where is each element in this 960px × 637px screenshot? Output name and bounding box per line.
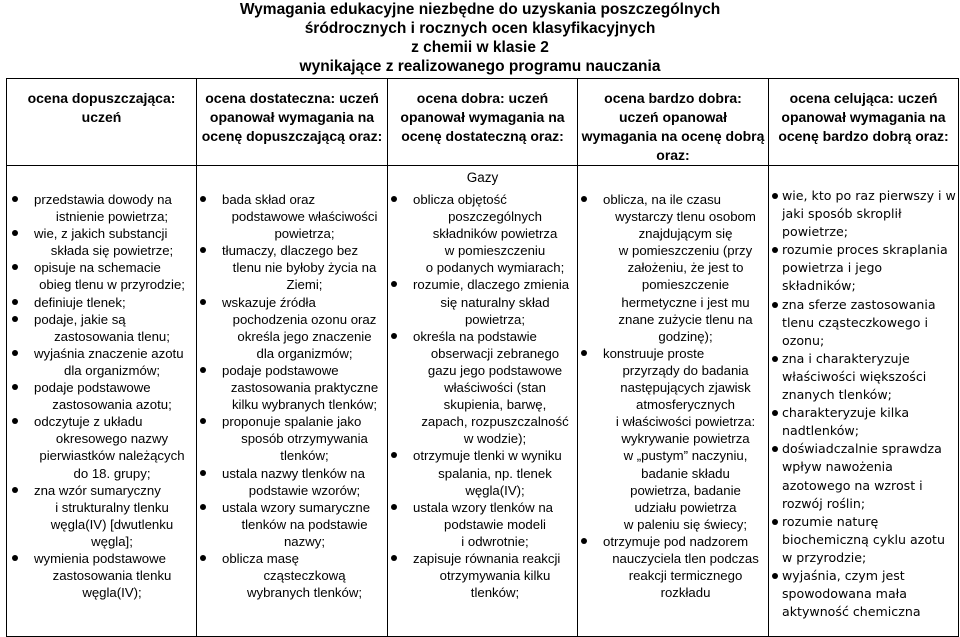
item-line: podaje podstawowe bbox=[222, 362, 339, 378]
item-line: powietrza; bbox=[464, 311, 526, 327]
item-line: znane zużycie tlenu na bbox=[618, 311, 753, 327]
item-line: wystarczy tlenu osobom bbox=[615, 209, 756, 225]
item-line: wybranych tlenków; bbox=[246, 585, 363, 601]
item-line: wskazuje źródła bbox=[222, 294, 316, 310]
header-line: opanował wymagania na bbox=[209, 109, 375, 125]
item-line: konstruuje proste bbox=[603, 345, 705, 361]
list-item bbox=[388, 191, 577, 276]
header-line: opanował wymagania na bbox=[400, 109, 565, 125]
item-line: się naturalny skład bbox=[440, 294, 550, 310]
item-line: dla organizmów; bbox=[256, 345, 353, 361]
item-line: w wodzie); bbox=[463, 431, 527, 447]
title-line: z chemii w klasie 2 bbox=[411, 39, 549, 56]
item-line: nauczyciela tlen podczas bbox=[612, 550, 759, 566]
header-cell-bardzo-dobra bbox=[578, 79, 769, 166]
requirements-celujaca bbox=[769, 166, 959, 637]
item-line: cząsteczkową bbox=[263, 568, 346, 584]
list-item bbox=[197, 465, 387, 499]
header-line: uczeń opanował bbox=[618, 109, 728, 125]
title-line: Wymagania edukacyjne niezbędne do uzyskania poszczególnych bbox=[239, 1, 721, 18]
list-item bbox=[578, 191, 768, 345]
item-line: godzinę); bbox=[658, 328, 713, 344]
header-cell-dopuszczajaca bbox=[7, 79, 197, 166]
list-item bbox=[9, 413, 190, 481]
item-line: poszczególnych bbox=[448, 209, 542, 225]
item-line: składników powietrza bbox=[432, 226, 558, 242]
title-line: śródrocznych i rocznych ocen klasyfikacyjnych bbox=[304, 20, 656, 37]
item-line: węgla(IV); bbox=[82, 585, 142, 601]
list-item bbox=[388, 328, 577, 448]
list-item bbox=[197, 191, 387, 242]
item-line: podaje podstawowe bbox=[34, 380, 151, 396]
item-line: zna wzór sumaryczny bbox=[34, 482, 161, 498]
list-item: charakteryzuje kilka nadtlenków; bbox=[771, 404, 956, 440]
item-line: i właściwości powietrza: bbox=[615, 414, 756, 430]
requirements-dostateczna bbox=[197, 166, 388, 637]
list-item: wie, kto po raz pierwszy i w jaki sposób skroplił powietrze; bbox=[771, 187, 956, 241]
list-item bbox=[388, 276, 577, 327]
list-item: rozumie proces skraplania powietrza i jego składników; bbox=[771, 241, 956, 295]
item-line: tłumaczy, dlaczego bez bbox=[222, 243, 359, 259]
item-line: rozkładu bbox=[660, 585, 711, 601]
item-line: wie, z jakich substancji bbox=[34, 226, 168, 242]
item-line: istnienie powietrza; bbox=[55, 209, 169, 225]
header-row bbox=[7, 79, 959, 166]
item-line: w paleniu się świecy; bbox=[623, 516, 748, 532]
item-line: obserwacji zebranego bbox=[430, 345, 560, 361]
item-line: następujących zjawisk bbox=[620, 380, 751, 396]
item-line: pierwiastków należących bbox=[39, 448, 185, 464]
content-row bbox=[7, 166, 959, 637]
item-line: okresowego nazwy bbox=[55, 431, 169, 447]
item-line: określa na podstawie bbox=[413, 328, 537, 344]
item-line: tlenu nie byłoby życia na bbox=[232, 260, 377, 276]
item-line: o podanych wymiarach; bbox=[425, 260, 565, 276]
header-line: ocena celująca: uczeń bbox=[789, 90, 938, 106]
list-item bbox=[9, 345, 190, 379]
header-line: uczeń bbox=[81, 109, 122, 125]
item-line: reakcji termicznego bbox=[628, 568, 743, 584]
item-line: pomieszczenie bbox=[641, 277, 730, 293]
list-item bbox=[9, 259, 190, 293]
item-line: skupienia, barwę, bbox=[443, 397, 547, 413]
section-label: Gazy bbox=[466, 170, 499, 185]
item-line: w pomieszczeniu bbox=[444, 243, 546, 259]
item-line: hermetyczne i jest mu bbox=[621, 294, 750, 310]
header-line: oraz: bbox=[656, 147, 690, 163]
item-line: wyjaśnia znaczenie azotu bbox=[34, 345, 184, 361]
item-line: w „pustym” naczyniu, bbox=[623, 448, 748, 464]
list-item: zna sferze zastosowania tlenu cząsteczkowego i ozonu; bbox=[771, 296, 956, 350]
requirements-dopuszczajaca bbox=[7, 166, 197, 637]
item-line: ustala wzory tlenków na bbox=[413, 499, 554, 515]
item-line: podaje, jakie są bbox=[34, 311, 126, 327]
list-item bbox=[9, 482, 190, 550]
list-item bbox=[197, 550, 387, 601]
item-line: obieg tlenu w przyrodzie; bbox=[39, 277, 185, 293]
list-item: wyjaśnia, czym jest spowodowana mała aktywność chemiczna bbox=[771, 567, 956, 621]
item-line: węgla(IV); bbox=[465, 482, 525, 498]
requirements-table bbox=[6, 78, 959, 637]
item-line: nazwy; bbox=[283, 533, 326, 549]
document-title bbox=[0, 0, 960, 76]
item-line: zastosowania tlenu; bbox=[54, 328, 170, 344]
list-item bbox=[197, 294, 387, 362]
item-line: węgla]; bbox=[91, 533, 133, 549]
list-item bbox=[388, 499, 577, 550]
item-line: znajdującym się bbox=[638, 226, 733, 242]
list-item bbox=[9, 550, 190, 601]
item-line: kilku wybranych tlenków; bbox=[231, 397, 378, 413]
item-line: i odwrotnie; bbox=[461, 533, 529, 549]
header-line: ocenę dopuszczającą oraz: bbox=[201, 128, 383, 144]
item-line: zastosowania praktyczne bbox=[230, 380, 379, 396]
item-line: i strukturalny tlenku bbox=[55, 499, 169, 515]
item-line: otrzymuje tlenki w wyniku bbox=[413, 448, 562, 464]
requirements-list bbox=[578, 191, 768, 601]
list-item bbox=[197, 242, 387, 293]
item-line: właściwości (stan bbox=[444, 380, 546, 396]
item-line: dla organizmów; bbox=[63, 362, 161, 378]
header-line: ocenę dostateczną oraz: bbox=[401, 128, 564, 144]
list-item: rozumie naturę biochemiczną cyklu azotu w przyrodzie; bbox=[771, 513, 956, 567]
header-line: wymagania na ocenę dobrą bbox=[581, 128, 765, 144]
item-line: powietrza, badanie bbox=[630, 482, 741, 498]
item-line: powietrza; bbox=[274, 226, 335, 242]
requirements-list bbox=[771, 187, 956, 621]
item-line: rozumie, dlaczego zmienia bbox=[413, 277, 570, 293]
item-line: tlenków; bbox=[470, 585, 520, 601]
item-line: podstawie wzorów; bbox=[248, 482, 361, 498]
requirements-list bbox=[7, 191, 196, 601]
item-line: gazu jego podstawowe bbox=[427, 362, 563, 378]
item-line: oblicza masę bbox=[222, 550, 299, 566]
list-item bbox=[197, 499, 387, 550]
item-line: proponuje spalanie jako bbox=[222, 414, 362, 430]
header-line: ocena dobra: uczeń bbox=[416, 90, 549, 106]
header-line: ocena dopuszczająca: bbox=[27, 90, 176, 106]
item-line: zastosowania tlenku bbox=[52, 568, 172, 584]
item-line: ustala wzory sumaryczne bbox=[222, 499, 371, 515]
list-item bbox=[9, 225, 190, 259]
item-line: Ziemi; bbox=[286, 277, 323, 293]
list-item bbox=[388, 447, 577, 498]
requirements-list bbox=[388, 191, 577, 601]
item-line: pochodzenia ozonu oraz bbox=[232, 311, 377, 327]
list-item bbox=[578, 345, 768, 533]
header-line: opanował wymagania na bbox=[781, 109, 946, 125]
item-line: tlenków; bbox=[280, 448, 329, 464]
list-item bbox=[388, 550, 577, 601]
item-line: odczytuje z układu bbox=[34, 414, 143, 430]
item-line: opisuje na schemacie bbox=[34, 260, 161, 276]
list-item: zna i charakteryzuje właściwości większości znanych tlenków; bbox=[771, 350, 956, 404]
header-line: ocenę bardzo dobrą oraz: bbox=[778, 128, 949, 144]
item-line: założeniu, że jest to bbox=[627, 260, 744, 276]
list-item bbox=[578, 533, 768, 601]
item-line: ustala nazwy tlenków na bbox=[222, 465, 365, 481]
list-item bbox=[197, 362, 387, 413]
list-item bbox=[9, 311, 190, 345]
item-line: określa jego znaczenie bbox=[237, 328, 372, 344]
item-line: atmosferycznych bbox=[636, 397, 735, 413]
item-line: spalania, np. tlenek bbox=[438, 465, 552, 481]
item-line: składa się powietrze; bbox=[50, 243, 174, 259]
list-item bbox=[9, 191, 190, 225]
item-line: węgla(IV) [dwutlenku bbox=[50, 516, 174, 532]
item-line: definiuje tlenek; bbox=[34, 294, 126, 310]
item-line: oblicza, na ile czasu bbox=[603, 192, 722, 207]
requirements-dobra bbox=[388, 166, 578, 637]
requirements-list bbox=[197, 191, 387, 601]
item-line: bada skład oraz bbox=[222, 192, 316, 207]
header-cell-celujaca bbox=[769, 79, 959, 166]
header-cell-dostateczna bbox=[197, 79, 388, 166]
requirements-bardzo-dobra bbox=[578, 166, 769, 637]
item-line: wykrywanie powietrza bbox=[621, 431, 750, 447]
item-line: tlenków na podstawie bbox=[241, 516, 368, 532]
item-line: zastosowania azotu; bbox=[52, 397, 172, 413]
item-line: w pomieszczeniu (przy bbox=[618, 243, 753, 259]
list-item bbox=[9, 379, 190, 413]
item-line: badanie składu bbox=[641, 465, 730, 481]
list-item: doświadczalnie sprawdza wpływ nawożenia azotowego na wzrost i rozwój roślin; bbox=[771, 440, 956, 512]
item-line: zapisuje równania reakcji bbox=[413, 550, 561, 566]
title-line: wynikające z realizowanego programu nauczania bbox=[299, 58, 661, 75]
header-line: ocena bardzo dobra: bbox=[604, 90, 742, 106]
item-line: wymienia podstawowe bbox=[34, 550, 166, 566]
header-cell-dobra bbox=[388, 79, 578, 166]
item-line: sposób otrzymywania bbox=[241, 431, 368, 447]
item-line: otrzymuje pod nadzorem bbox=[603, 533, 749, 549]
item-line: otrzymywania kilku bbox=[439, 568, 551, 584]
item-line: zapach, rozpuszczalność bbox=[421, 414, 569, 430]
item-line: przyrządy do badania bbox=[622, 362, 749, 378]
item-line: podstawowe właściwości bbox=[231, 209, 378, 225]
item-line: podstawie modeli bbox=[444, 516, 546, 532]
item-line: do 18. grupy; bbox=[73, 465, 151, 481]
list-item bbox=[9, 294, 190, 311]
item-line: oblicza objętość bbox=[413, 192, 507, 207]
item-line: udziału powietrza bbox=[634, 499, 737, 515]
item-line: przedstawia dowody na bbox=[34, 192, 172, 207]
header-line: ocena dostateczna: uczeń bbox=[205, 90, 379, 106]
list-item bbox=[197, 413, 387, 464]
